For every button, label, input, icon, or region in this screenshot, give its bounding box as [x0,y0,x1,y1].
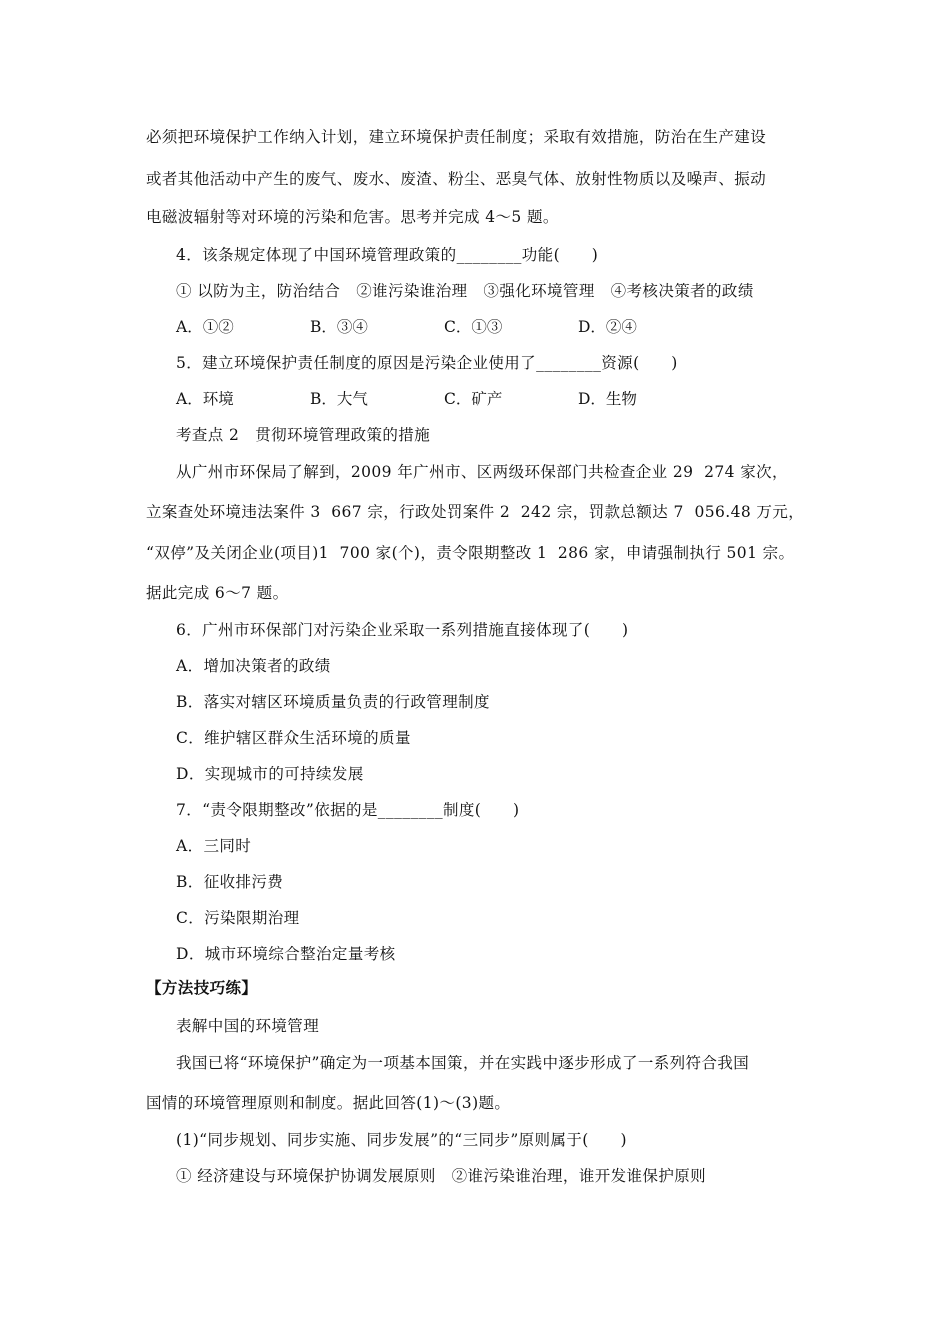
question-6-option-d: D．实现城市的可持续发展 [176,765,364,783]
question-6-option-b: B．落实对辖区环境质量负责的行政管理制度 [176,693,490,711]
question-4-statements: ① 以防为主，防治结合 ②谁污染谁治理 ③强化环境管理 ④考核决策者的政绩 [176,282,754,300]
passage-2-line-1: 从广州市环保局了解到，2009 年广州市、区两级环保部门共检查企业 29 274 家次， [176,463,788,481]
question-5-option-d: D．生物 [578,390,637,408]
passage-2-line-2: 立案查处环境违法案件 3 667 宗，行政处罚案件 2 242 宗，罚款总额达 7 056.48 万元， [146,503,805,521]
intro-line-2: 或者其他活动中产生的废气、废水、废渣、粉尘、恶臭气体、放射性物质以及噪声、振动 [146,170,767,188]
intro-line-3: 电磁波辐射等对环境的污染和危害。思考并完成 4～5 题。 [146,208,559,226]
passage-2-line-3: “双停”及关闭企业(项目)1 700 家(个)，责令限期整改 1 286 家，申请强制执行 501 宗。 [146,544,795,562]
section-2-title: 考查点 2 贯彻环境管理政策的措施 [176,426,431,444]
question-5-option-a: A．环境 [176,390,234,408]
question-7-option-d: D．城市环境综合整治定量考核 [176,945,396,963]
passage-3-line-1: 我国已将“环境保护”确定为一项基本国策，并在实践中逐步形成了一系列符合我国 [176,1054,750,1072]
question-7-option-c: C．污染限期治理 [176,909,300,927]
question-4-option-c: C．①③ [444,318,503,336]
question-4-option-b: B．③④ [310,318,368,336]
method-subtitle: 表解中国的环境管理 [176,1017,320,1035]
question-7-option-b: B．征收排污费 [176,873,284,891]
method-heading: 【方法技巧练】 [146,978,258,997]
question-4-option-a: A．①② [176,318,234,336]
question-5-option-b: B．大气 [310,390,368,408]
question-6-stem: 6．广州市环保部门对污染企业采取一系列措施直接体现了( ) [176,621,629,639]
passage-2-line-4: 据此完成 6～7 题。 [146,584,289,602]
question-1-statements: ① 经济建设与环境保护协调发展原则 ②谁污染谁治理，谁开发谁保护原则 [176,1167,707,1185]
question-4-stem: 4．该条规定体现了中国环境管理政策的________功能( ) [176,246,599,264]
question-4-option-d: D．②④ [578,318,637,336]
question-7-stem: 7．“责令限期整改”依据的是________制度( ) [176,801,520,819]
question-6-option-c: C．维护辖区群众生活环境的质量 [176,729,411,747]
question-1-stem: (1)“同步规划、同步实施、同步发展”的“三同步”原则属于( ) [176,1131,627,1149]
intro-line-1: 必须把环境保护工作纳入计划，建立环境保护责任制度；采取有效措施，防治在生产建设 [146,128,767,146]
passage-3-line-2: 国情的环境管理原则和制度。据此回答(1)～(3)题。 [146,1094,511,1112]
question-7-option-a: A．三同时 [176,837,252,855]
question-6-option-a: A．增加决策者的政绩 [176,657,331,675]
question-5-stem: 5．建立环境保护责任制度的原因是污染企业使用了________资源( ) [176,354,678,372]
question-5-option-c: C．矿产 [444,390,503,408]
